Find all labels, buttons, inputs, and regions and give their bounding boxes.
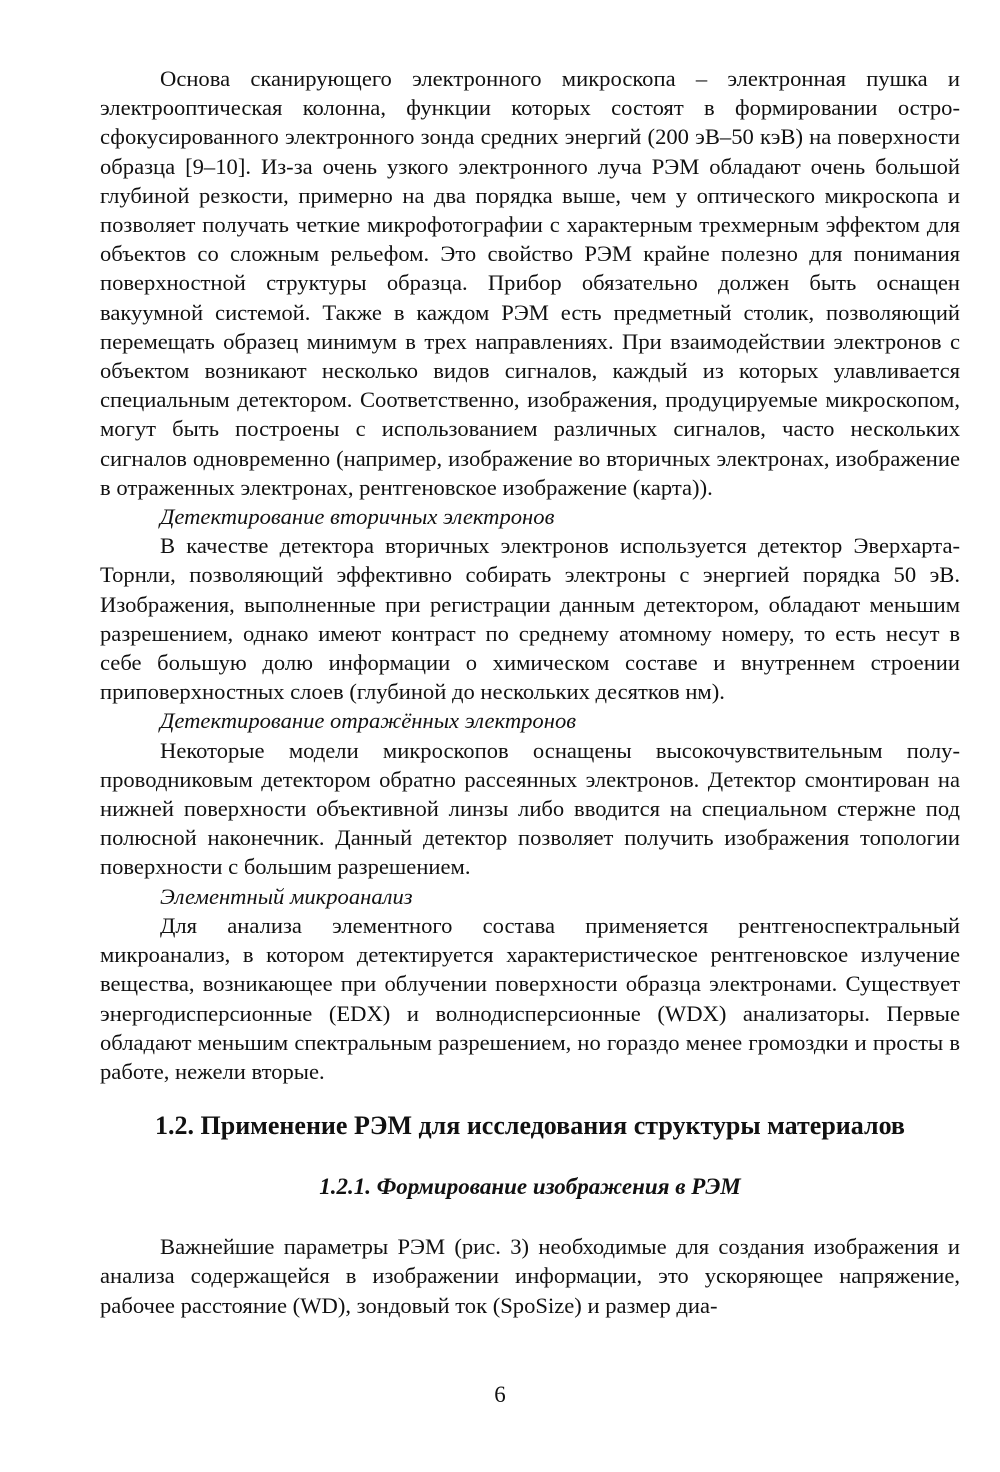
document-page: [100, 64, 960, 1320]
page-number: 6: [494, 1382, 506, 1407]
secondary-electrons-paragraph: В качестве детектора вторичных электронов используется детектор Эверхарта-Торнли, позволяющий эффективно собирать электроны с энергией порядка 50 эВ. Изображения, выполненные при регистрации данным детектором, обладают меньшим разрешением, однако имеют контраст по среднему атомному номеру, то есть несут в себе большую долю информации о химическом составе и внутреннем строении приповерхностных слоев (глубиной до нескольких десятков нм).: [100, 533, 960, 705]
intro-paragraph: Основа сканирующего электронного микроскопа – электронная пушка и электрооптическая колонна, функции которых состоят в формировании остросфокусированного электронного зонда средних энергий (200 эВ–50 кэВ) на поверхности образца [9–10]. Из-за очень узкого электронного луча РЭМ обладают очень большой глубиной резкости, примерно на два порядка выше, чем у оптического микроскопа и позволяет получать четкие микрофотографии с характерным трехмерным эффектом для объектов со сложным рельефом. Это свойство РЭМ крайне полезно для понимания поверхностной структуры образца. Прибор обязательно должен быть оснащен вакуумной системой. Также в каждом РЭМ есть предметный столик, позволяющий перемещать образец минимум в трех направлениях. При взаимодействии электронов с объектом возникают несколько видов сигналов, каждый из которых улавливается специальным детектором. Соответственно, изображения, продуцируемые микроскопом, могут быть построены с использованием различных сигналов, часто нескольких сигналов одновременно (например, изображение во вторичных электронах, изображение в отраженных электронах, рентгеновское изображение (карта)).: [100, 66, 960, 500]
reflected-electrons-paragraph: Некоторые модели микроскопов оснащены высокочувствительным полупроводниковым детектором обратно рассеянных электронов. Детектор смонтирован на нижней поверхности объективной линзы либо вводится на специальном стержне под полюсной наконечник. Данный детектор позволяет получить изображения топологии поверхности с большим разрешением.: [100, 737, 960, 880]
microanalysis-paragraph: Для анализа элементного состава применяется рентгеноспектральный микроанализ, в котором детектируется характеристическое рентгеновское излучение вещества, возникающее при облучении поверхности образца электронами. Существует энергодисперсионные (EDX) и волнодисперсионные (WDX) анализаторы. Первые обладают меньшим спектральным разрешением, но гораздо менее громоздки и просты в работе, нежели вторые.: [100, 912, 960, 1084]
section-title: 1.2. Применение РЭМ для исследования структуры материалов: [155, 1111, 905, 1141]
reflected-electrons-heading: Детектирование отражённых электронов: [160, 708, 577, 734]
section-paragraph: Важнейшие параметры РЭМ (рис. 3) необходимые для создания изображения и анализа содержащейся в изображении информации, это ускоряющее напряжение, рабочее расстояние (WD), зондовый ток (SpoSize) и размер диа-: [100, 1234, 960, 1318]
secondary-electrons-heading: Детектирование вторичных электронов: [160, 504, 555, 530]
microanalysis-heading: Элементный микроанализ: [160, 883, 413, 909]
subsection-title: 1.2.1. Формирование изображения в РЭМ: [319, 1174, 741, 1200]
spacer: [100, 1202, 960, 1232]
